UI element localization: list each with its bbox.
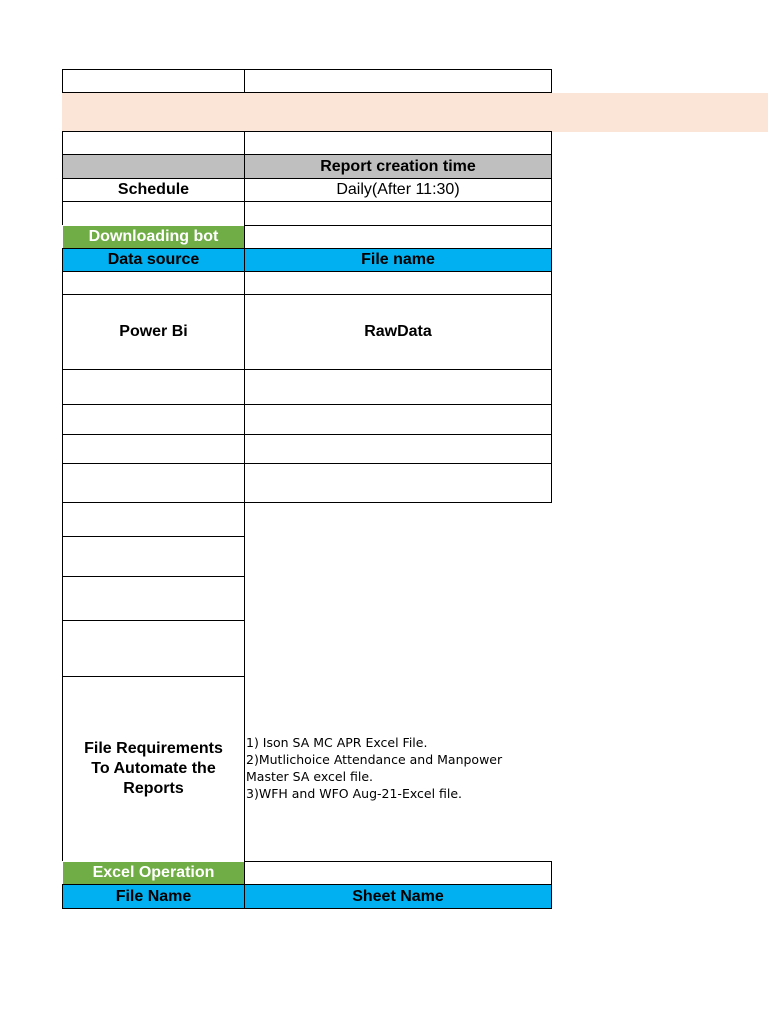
schedule-label: Schedule: [62, 178, 245, 202]
requirement-line: 1) Ison SA MC APR Excel File.: [246, 735, 428, 750]
empty-cell: [244, 434, 552, 464]
empty-cell: [62, 434, 245, 464]
empty-cell: [244, 225, 552, 249]
sheet-name-header: Sheet Name: [244, 884, 552, 909]
file-name-value: RawData: [244, 294, 552, 370]
file-requirements-label-line: File Requirements: [84, 740, 223, 757]
empty-cell: [244, 463, 552, 503]
file-requirements-label-line: Reports: [123, 780, 184, 797]
excel-file-name-header: File Name: [62, 884, 245, 909]
empty-cell: [62, 620, 245, 677]
empty-cell: [62, 404, 245, 435]
empty-cell: [244, 271, 552, 295]
schedule-value: Daily(After 11:30): [244, 178, 552, 202]
empty-cell: [62, 271, 245, 295]
empty-cell: [62, 463, 245, 503]
empty-cell: [244, 201, 552, 226]
empty-cell: [244, 404, 552, 435]
empty-cell: [244, 69, 552, 93]
downloading-bot-label: Downloading bot: [62, 225, 245, 249]
empty-cell: [62, 369, 245, 405]
file-requirements-label: [62, 676, 245, 862]
empty-cell: [62, 536, 245, 577]
data-source-header: Data source: [62, 248, 245, 272]
empty-cell: [244, 861, 552, 885]
empty-cell: [62, 201, 245, 226]
empty-cell: [62, 131, 245, 155]
empty-header-cell: [62, 154, 245, 179]
empty-cell: [62, 502, 245, 537]
excel-operation-label: Excel Operation: [62, 861, 245, 885]
file-requirements-label-line: To Automate the: [91, 760, 216, 777]
report-creation-time-header: Report creation time: [244, 154, 552, 179]
data-source-value: Power Bi: [62, 294, 245, 370]
empty-cell: [244, 131, 552, 155]
empty-cell: [62, 69, 245, 93]
requirement-line: 2)Mutlichoice Attendance and Manpower: [246, 752, 503, 767]
file-name-header: File name: [244, 248, 552, 272]
file-requirements-text: [244, 734, 552, 802]
requirement-line: Master SA excel file.: [246, 769, 374, 784]
requirement-line: 3)WFH and WFO Aug-21-Excel file.: [246, 786, 463, 801]
highlight-band: [62, 93, 768, 132]
empty-cell: [244, 369, 552, 405]
empty-cell: [62, 576, 245, 621]
